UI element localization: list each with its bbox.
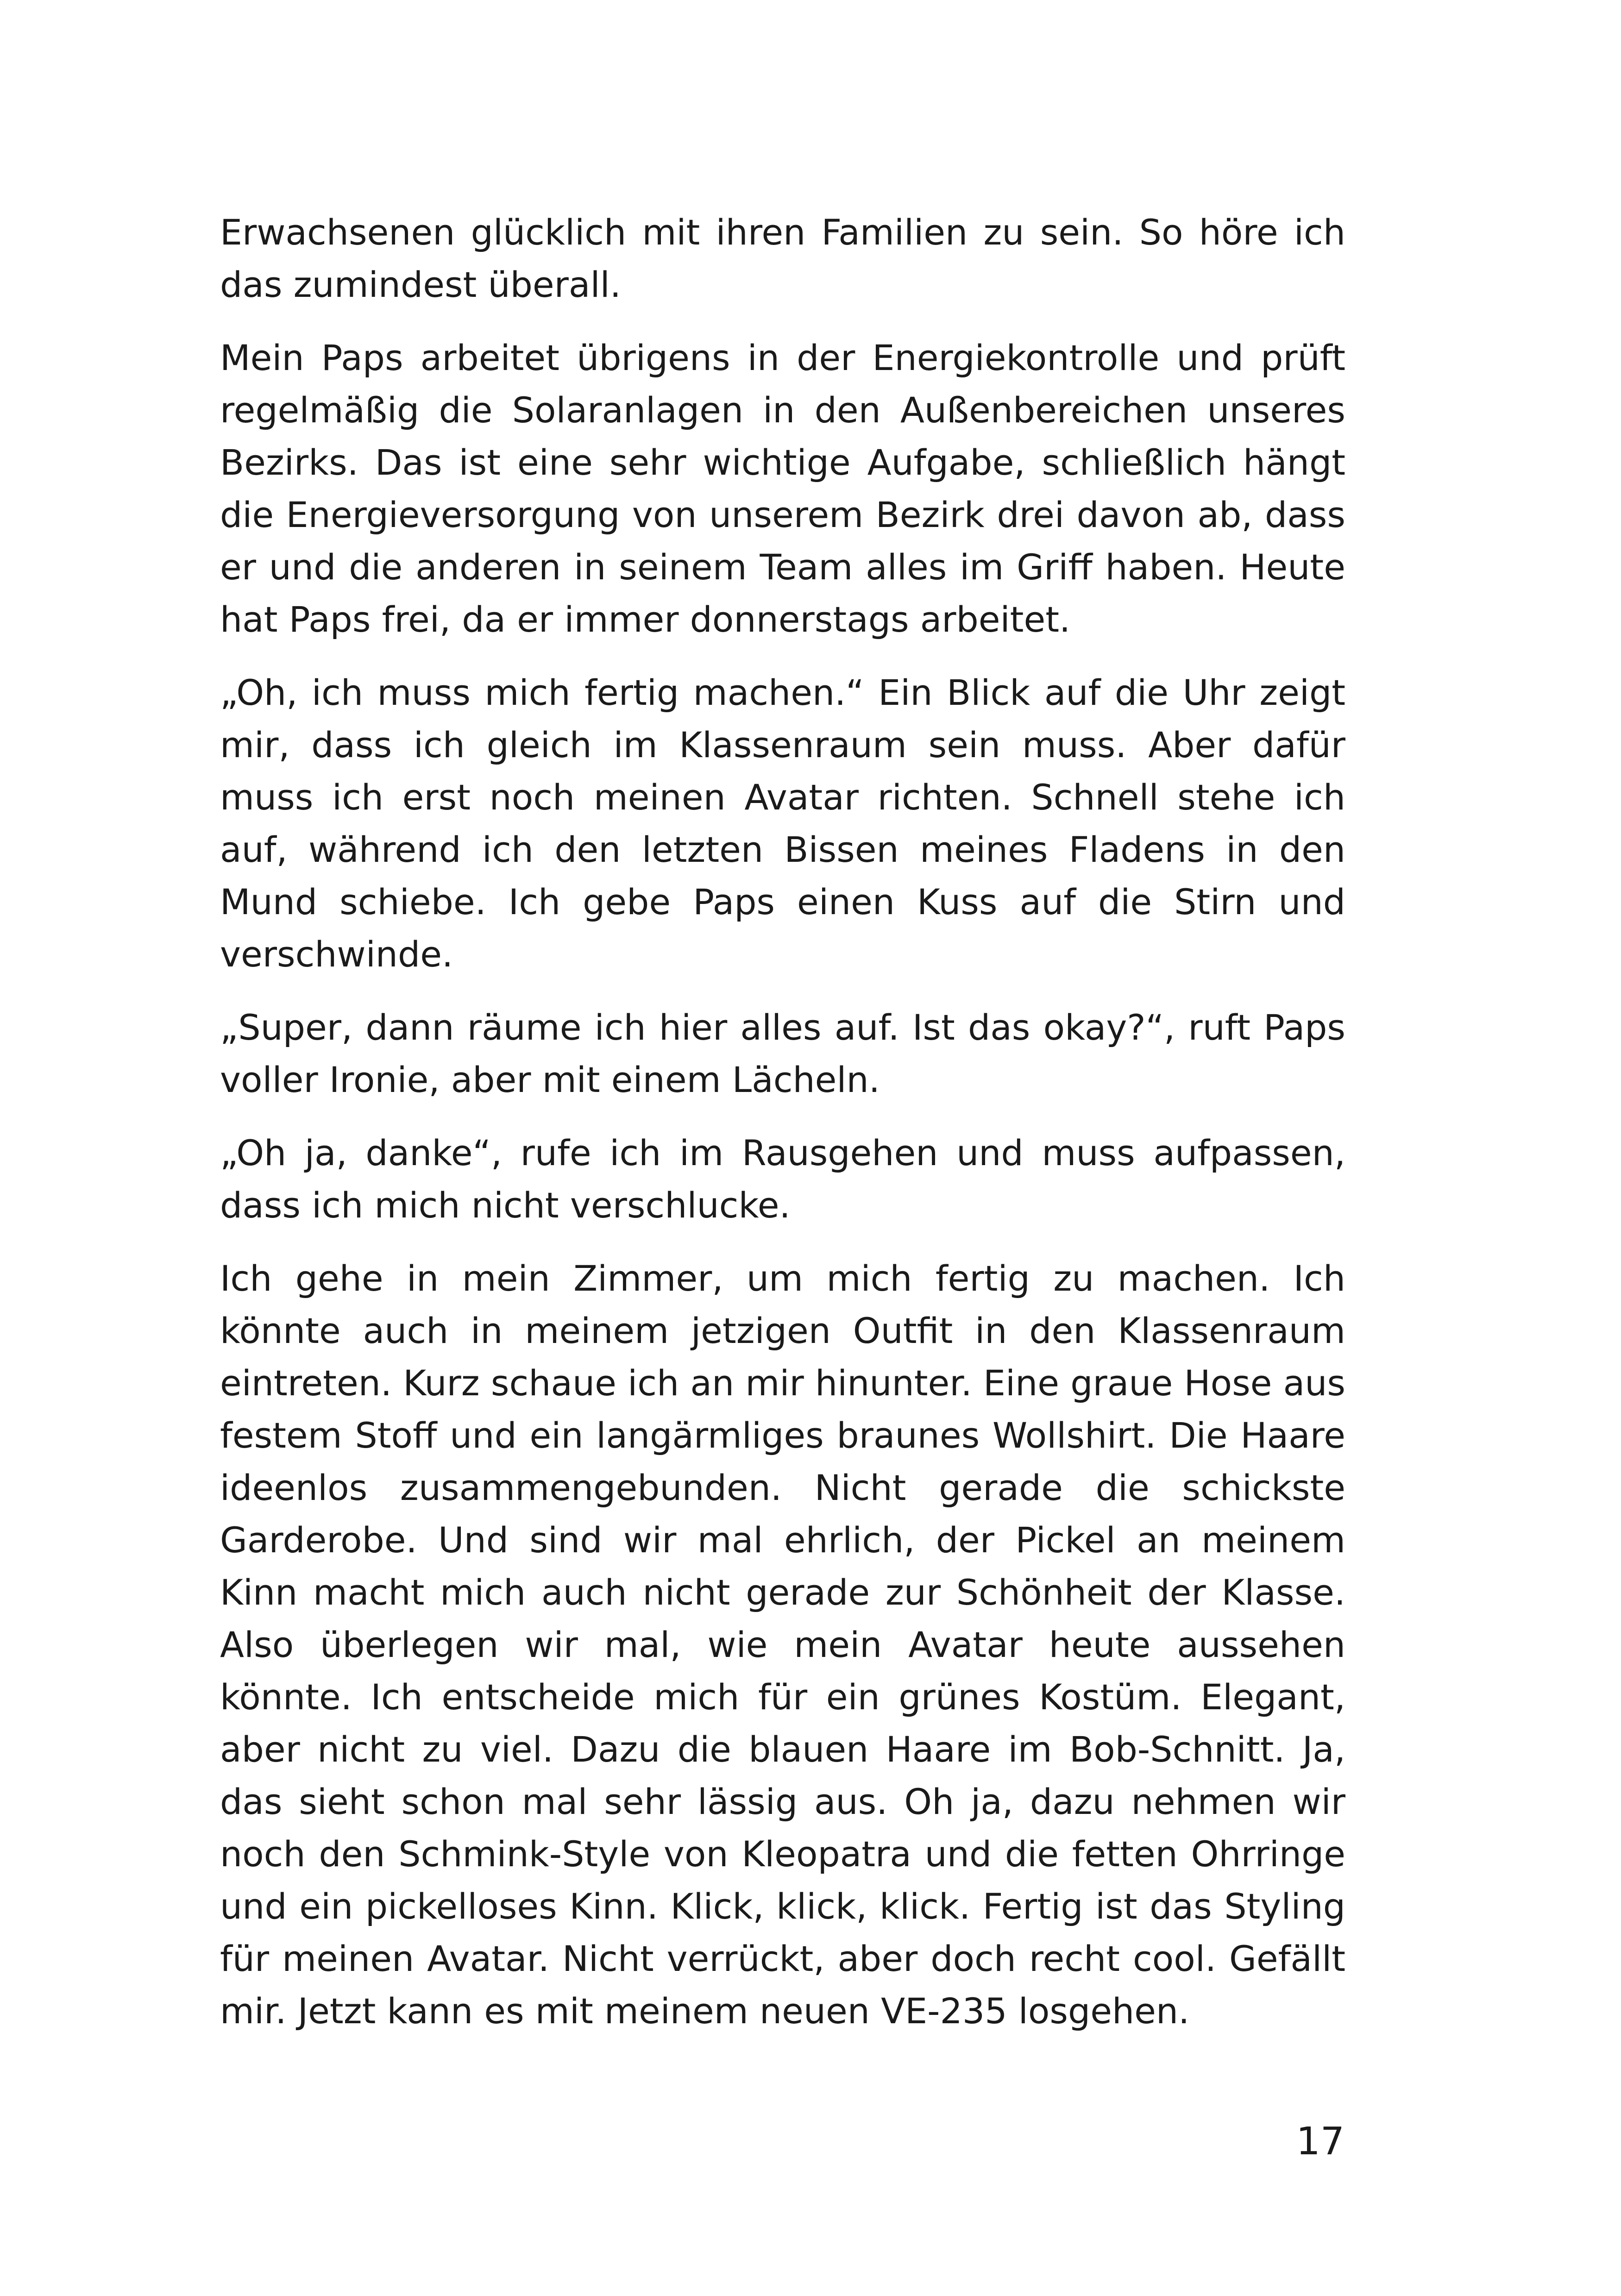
paragraph-6: Ich gehe in mein Zimmer, um mich fertig zu machen. Ich könnte auch in meinem jetzigen Outfit in den Klassenraum eintreten. Kurz schaue ich an mir hinunter. Eine graue Hose aus festem Stoff und ein langärmliges braunes Wollshirt. Die Haare ideenlos zusammengebunden. Nicht gerade die schickste Garderobe. Und sind wir mal ehrlich, der Pickel an meinem Kinn macht mich auch nicht gerade zur Schönheit der Klasse. Also überlegen wir mal, wie mein Avatar heute aussehen könnte. Ich entscheide mich für ein grünes Kostüm. Elegant, aber nicht zu viel. Dazu die blauen Haare im Bob-Schnitt. Ja, das sieht schon mal sehr lässig aus. Oh ja, dazu nehmen wir noch den Schmink-Style von Kleopatra und die fetten Ohrringe und ein pickelloses Kinn. Klick, klick, klick. Fertig ist das Styling für meinen Avatar. Nicht verrückt, aber doch recht cool. Gefällt mir. Jetzt kann es mit meinem neuen VE-235 losgehen. <box>220 1258 1345 2032</box>
paragraph-4: „Super, dann räume ich hier alles auf. Ist das okay?“, ruft Paps voller Ironie, aber mit einem Lächeln. <box>220 1007 1345 1100</box>
paragraph-5: „Oh ja, danke“, rufe ich im Rausgehen und muss aufpassen, dass ich mich nicht verschlucke. <box>220 1132 1345 1226</box>
paragraph-1: Erwachsenen glücklich mit ihren Familien zu sein. So höre ich das zumindest überall. <box>220 212 1345 305</box>
body-text <box>220 206 1345 2058</box>
page-number: 17 <box>1296 2120 1345 2164</box>
paragraph-2: Mein Paps arbeitet übrigens in der Energiekontrolle und prüft regelmäßig die Solaranlagen in den Außenbereichen unseres Bezirks. Das ist eine sehr wichtige Aufgabe, schließlich hängt die Energieversorgung von unserem Bezirk drei davon ab, dass er und die anderen in seinem Team alles im Griff haben. Heute hat Paps frei, da er immer donnerstags arbeitet. <box>220 337 1345 640</box>
paragraph-3: „Oh, ich muss mich fertig machen.“ Ein Blick auf die Uhr zeigt mir, dass ich gleich im Klassenraum sein muss. Aber dafür muss ich erst noch meinen Avatar richten. Schnell stehe ich auf, während ich den letzten Bissen meines Fladens in den Mund schiebe. Ich gebe Paps einen Kuss auf die Stirn und verschwinde. <box>220 672 1345 975</box>
